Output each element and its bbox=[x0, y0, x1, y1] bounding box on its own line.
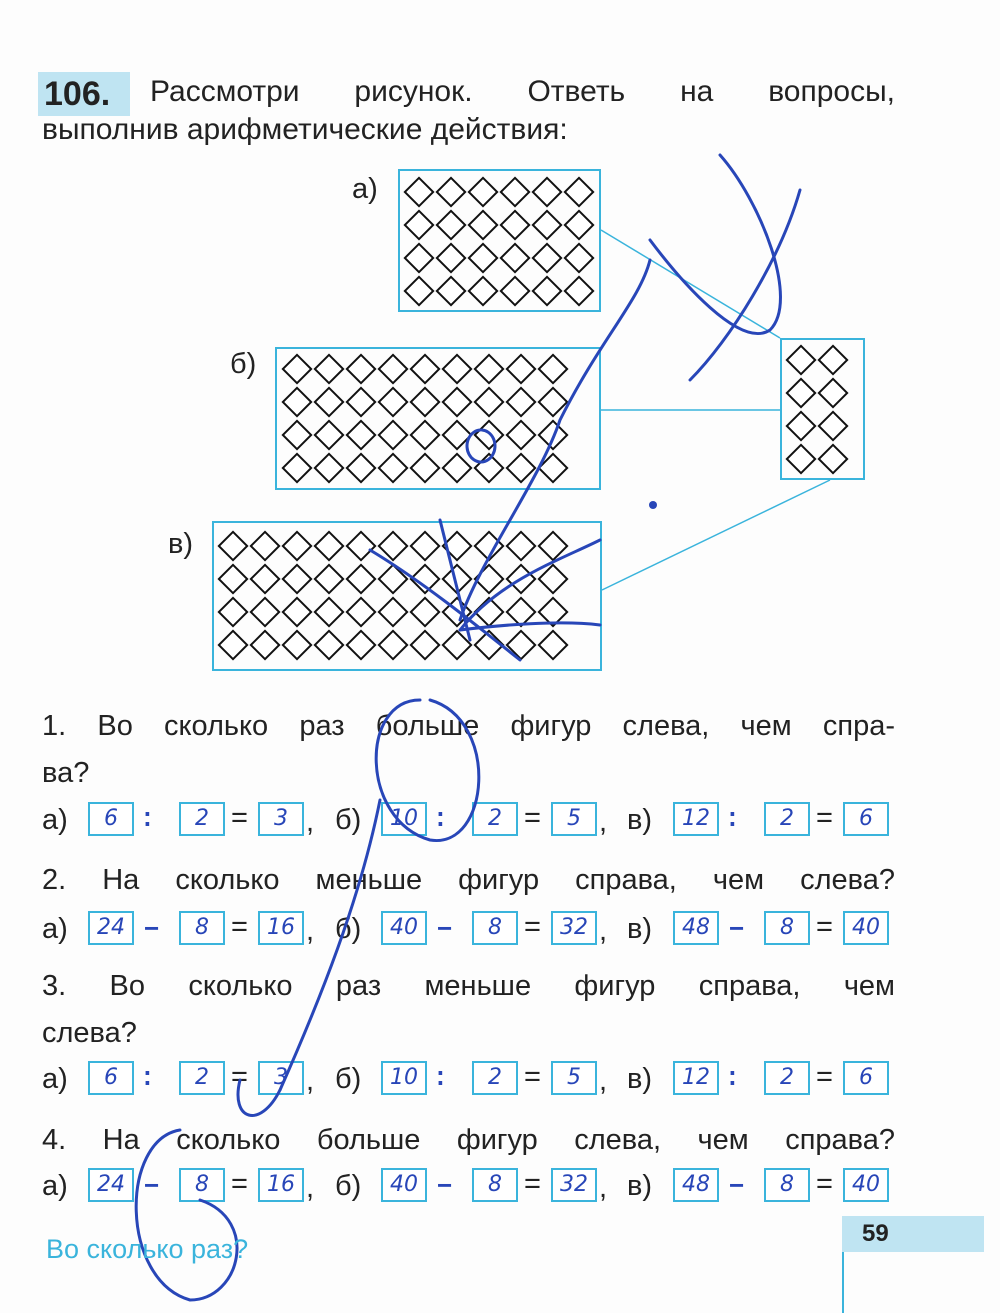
operator-sign: ∶ bbox=[144, 804, 151, 834]
handwritten-value: 2 bbox=[488, 806, 502, 831]
equals-sign: = bbox=[816, 1168, 833, 1200]
answer-label: б) bbox=[335, 913, 362, 945]
page-number: 59 bbox=[862, 1220, 889, 1247]
handwritten-value: 40 bbox=[852, 915, 880, 940]
answer-label: б) bbox=[335, 1170, 362, 1202]
separator-comma: , bbox=[306, 1172, 315, 1204]
separator-comma: , bbox=[599, 915, 608, 947]
handwritten-value: 24 bbox=[97, 915, 125, 940]
equals-sign: = bbox=[524, 911, 541, 943]
figure-label-a: а) bbox=[352, 173, 378, 205]
handwritten-value: 2 bbox=[195, 1065, 209, 1090]
equals-sign: = bbox=[524, 802, 541, 834]
task-text-line1: Рассмотри рисунок. Ответь на вопросы, bbox=[150, 75, 895, 108]
answer-label: в) bbox=[627, 1063, 653, 1095]
handwritten-value: 6 bbox=[859, 806, 873, 831]
handwritten-value: 6 bbox=[104, 1065, 118, 1090]
handwritten-value: 40 bbox=[390, 1172, 418, 1197]
answer-label: б) bbox=[335, 1063, 362, 1095]
answer-label: а) bbox=[42, 1170, 68, 1202]
handwritten-value: 12 bbox=[682, 1065, 710, 1090]
handwritten-value: 40 bbox=[390, 915, 418, 940]
question-3-line2: слева? bbox=[42, 1017, 137, 1049]
answer-label: а) bbox=[42, 804, 68, 836]
handwritten-value: 8 bbox=[195, 915, 209, 940]
operator-sign: − bbox=[729, 1170, 745, 1200]
equals-sign: = bbox=[231, 911, 248, 943]
figure-label-v: в) bbox=[168, 528, 194, 560]
answer-label: б) bbox=[335, 804, 362, 836]
operator-sign: ∶ bbox=[729, 804, 736, 834]
handwritten-value: 2 bbox=[195, 806, 209, 831]
answer-label: а) bbox=[42, 913, 68, 945]
separator-comma: , bbox=[306, 915, 315, 947]
handwritten-value: 8 bbox=[780, 1172, 794, 1197]
operator-sign: − bbox=[144, 1170, 160, 1200]
handwritten-value: 6 bbox=[104, 806, 118, 831]
figure-label-b: б) bbox=[230, 348, 257, 380]
operator-sign: − bbox=[729, 913, 745, 943]
question-4-line1: 4. На сколько больше фигур слева, чем справа? bbox=[42, 1124, 895, 1156]
handwritten-value: 10 bbox=[390, 806, 418, 831]
separator-comma: , bbox=[599, 1172, 608, 1204]
handwritten-value: 8 bbox=[488, 1172, 502, 1197]
answer-label: а) bbox=[42, 1063, 68, 1095]
handwritten-value: 12 bbox=[682, 806, 710, 831]
handwritten-value: 8 bbox=[780, 915, 794, 940]
handwritten-value: 2 bbox=[780, 806, 794, 831]
handwritten-value: 48 bbox=[682, 1172, 710, 1197]
handwritten-value: 16 bbox=[267, 1172, 295, 1197]
operator-sign: − bbox=[144, 913, 160, 943]
operator-sign: ∶ bbox=[437, 804, 444, 834]
answer-label: в) bbox=[627, 804, 653, 836]
equals-sign: = bbox=[524, 1168, 541, 1200]
equals-sign: = bbox=[816, 911, 833, 943]
handwritten-value: 16 bbox=[267, 915, 295, 940]
question-2-line1: 2. На сколько меньше фигур справа, чем слева? bbox=[42, 864, 895, 896]
operator-sign: ∶ bbox=[437, 1063, 444, 1093]
equals-sign: = bbox=[231, 802, 248, 834]
operator-sign: ∶ bbox=[729, 1063, 736, 1093]
handwritten-value: 6 bbox=[859, 1065, 873, 1090]
separator-comma: , bbox=[306, 1065, 315, 1097]
handwritten-value: 48 bbox=[682, 915, 710, 940]
handwritten-value: 5 bbox=[567, 1065, 581, 1090]
right-margin-line bbox=[842, 1252, 844, 1313]
separator-comma: , bbox=[306, 806, 315, 838]
equals-sign: = bbox=[816, 802, 833, 834]
equals-sign: = bbox=[231, 1168, 248, 1200]
question-1-line1: 1. Во сколько раз больше фигур слева, чем спра- bbox=[42, 710, 895, 742]
handwritten-value: 8 bbox=[488, 915, 502, 940]
equals-sign: = bbox=[816, 1061, 833, 1093]
handwritten-value: 3 bbox=[274, 1065, 288, 1090]
operator-sign: − bbox=[437, 913, 453, 943]
separator-comma: , bbox=[599, 1065, 608, 1097]
handwritten-value: 32 bbox=[560, 915, 588, 940]
handwritten-value: 2 bbox=[488, 1065, 502, 1090]
equals-sign: = bbox=[231, 1061, 248, 1093]
question-3-line1: 3. Во сколько раз меньше фигур справа, чем bbox=[42, 970, 895, 1002]
handwritten-value: 5 bbox=[567, 806, 581, 831]
handwritten-value: 24 bbox=[97, 1172, 125, 1197]
equals-sign: = bbox=[524, 1061, 541, 1093]
handwritten-value: 3 bbox=[274, 806, 288, 831]
operator-sign: − bbox=[437, 1170, 453, 1200]
handwritten-value: 8 bbox=[195, 1172, 209, 1197]
separator-comma: , bbox=[599, 806, 608, 838]
question-1-line2: ва? bbox=[42, 757, 90, 789]
footer-caption: Во сколько раз? bbox=[46, 1234, 249, 1264]
task-text-line2: выполнив арифметические действия: bbox=[42, 113, 568, 146]
handwritten-value: 2 bbox=[780, 1065, 794, 1090]
handwritten-value: 10 bbox=[390, 1065, 418, 1090]
task-number: 106. bbox=[38, 72, 130, 116]
answer-label: в) bbox=[627, 913, 653, 945]
handwritten-value: 40 bbox=[852, 1172, 880, 1197]
operator-sign: ∶ bbox=[144, 1063, 151, 1093]
answer-label: в) bbox=[627, 1170, 653, 1202]
handwritten-value: 32 bbox=[560, 1172, 588, 1197]
